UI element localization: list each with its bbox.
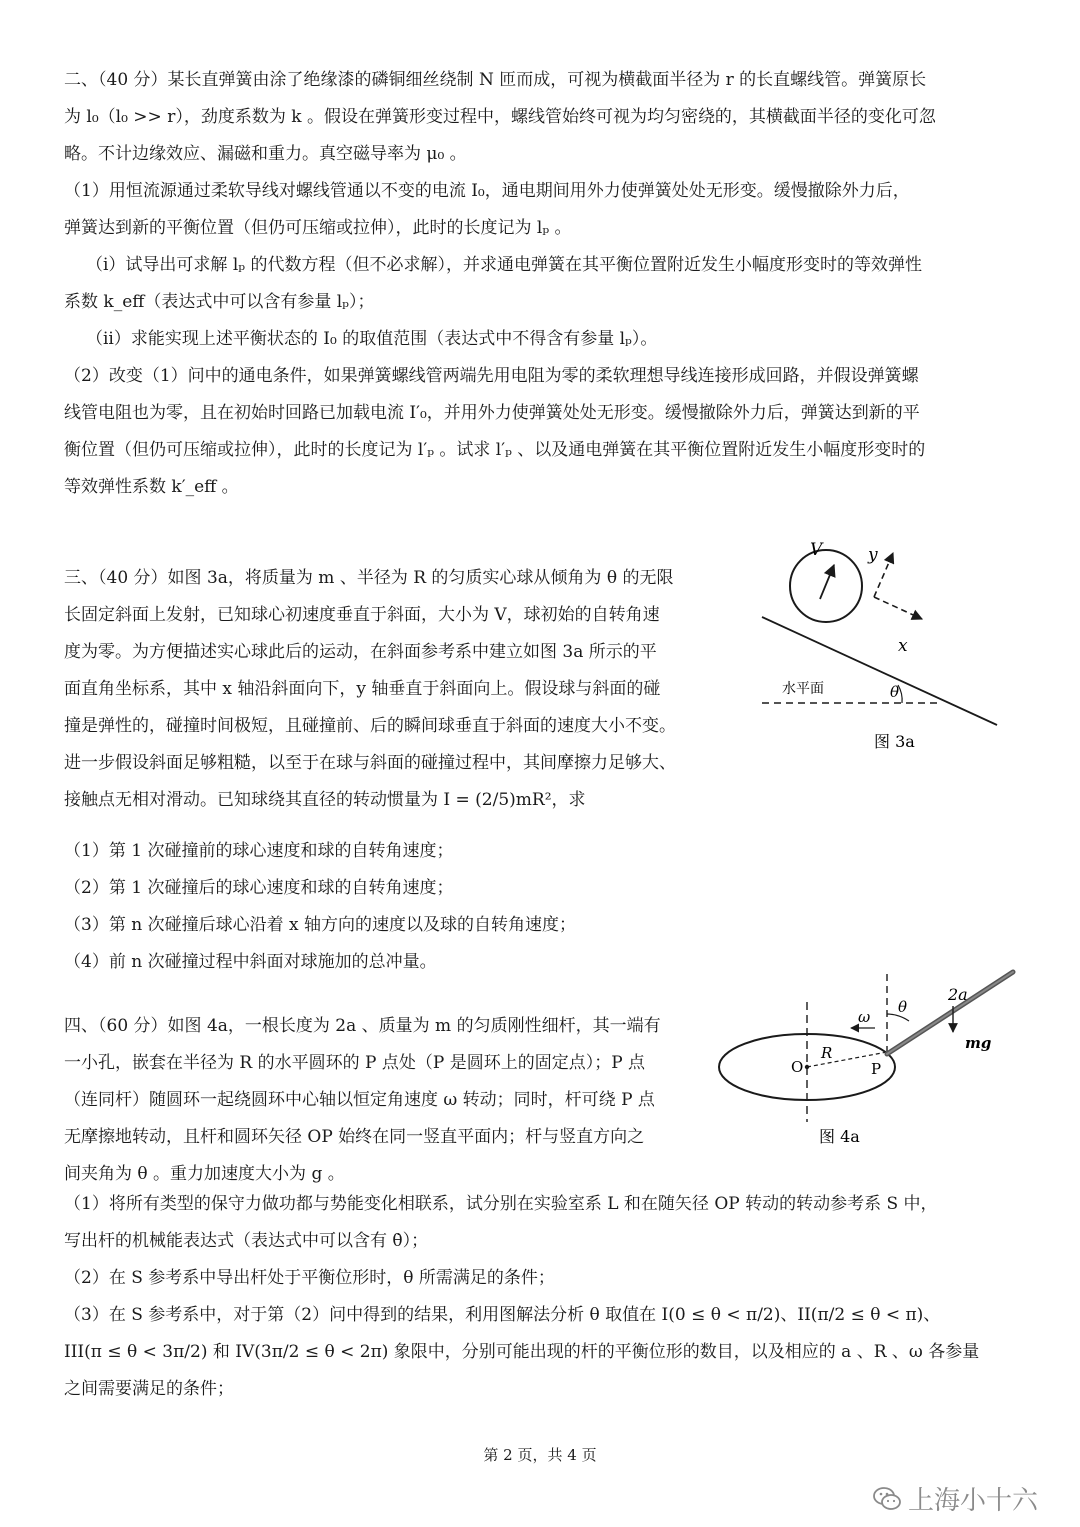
q2-line: 线管电阻也为零，且在初始时回路已加载电流 I′₀，并用外力使弹簧处处无形变。缓慢撤除外力后，弹簧达到新的平 xyxy=(64,403,920,423)
q3-line: 长固定斜面上发射，已知球心初速度垂直于斜面，大小为 V，球初始的自转角速 xyxy=(64,605,660,625)
q2-line: （ii）求能实现上述平衡状态的 I₀ 的取值范围（表达式中不得含有参量 lₚ）。 xyxy=(86,329,658,349)
label-V: V xyxy=(810,540,823,560)
q4-line: 一小孔，嵌套在半径为 R 的水平圆环的 P 点处（P 是圆环上的固定点）；P 点 xyxy=(64,1053,646,1073)
label-P: P xyxy=(871,1060,882,1078)
q4-line: （连同杆）随圆环一起绕圆环中心轴以恒定角速度 ω 转动；同时，杆可绕 P 点 xyxy=(64,1090,655,1110)
q3-item: （3）第 n 次碰撞后球心沿着 x 轴方向的速度以及球的自转角速度； xyxy=(64,915,576,935)
q3-line: 进一步假设斜面足够粗糙，以至于在球与斜面的碰撞过程中，其间摩擦力足够大、 xyxy=(64,753,676,773)
label-horizontal-plane: 水平面 xyxy=(782,681,824,697)
figure-3a xyxy=(752,535,1022,760)
q3-line: 面直角坐标系，其中 x 轴沿斜面向下，y 轴垂直于斜面向上。假设球与斜面的碰 xyxy=(64,679,661,699)
label-y: y xyxy=(868,545,878,565)
q4-item: 写出杆的机械能表达式（表达式中可以含有 θ̇）； xyxy=(64,1231,429,1251)
label-2a: 2a xyxy=(948,985,968,1004)
q2-line: 系数 k_eff（表达式中可以含有参量 lₚ）； xyxy=(64,292,375,312)
label-theta-4a: θ xyxy=(898,998,908,1016)
figure-4a xyxy=(715,962,1025,1152)
q4-line: 四、（60 分）如图 4a，一根长度为 2a 、质量为 m 的匀质刚性细杆，其一端有 xyxy=(64,1016,661,1036)
velocity-arrow xyxy=(820,565,834,599)
center-dot xyxy=(805,1065,809,1069)
q2-line: 等效弹性系数 k′_eff 。 xyxy=(64,477,239,497)
q3-line: 度为零。为方便描述实心球此后的运动，在斜面参考系中建立如图 3a 所示的平 xyxy=(64,642,657,662)
watermark xyxy=(872,1480,1038,1517)
question-4 xyxy=(64,1008,744,1193)
figure-3a-caption: 图 3a xyxy=(874,732,915,751)
incline-line xyxy=(762,617,997,725)
wechat-icon xyxy=(872,1486,902,1512)
question-3-items xyxy=(64,833,1019,981)
q4-item: （1）将所有类型的保守力做功都与势能变化相联系，试分别在实验室系 L 和在随矢径 OP 转动的转动参考系 S 中， xyxy=(64,1194,938,1214)
q2-line: 为 l₀（l₀ >> r），劲度系数为 k 。假设在弹簧形变过程中，螺线管始终可视为均匀密绕的，其横截面半径的变化可忽 xyxy=(64,107,936,127)
q3-line: 接触点无相对滑动。已知球绕其直径的转动惯量为 I = (2/5)mR²，求 xyxy=(64,790,586,810)
label-x: x xyxy=(898,636,908,656)
q4-line: 间夹角为 θ 。重力加速度大小为 g 。 xyxy=(64,1164,345,1184)
x-axis-arrow xyxy=(874,597,922,619)
q3-item: （4）前 n 次碰撞过程中斜面对球施加的总冲量。 xyxy=(64,952,437,972)
page-footer: 第 2 页，共 4 页 xyxy=(483,1446,597,1464)
q3-item: （1）第 1 次碰撞前的球心速度和球的自转角速度； xyxy=(64,841,454,861)
label-O: O xyxy=(791,1058,804,1076)
q4-item: 之间需要满足的条件； xyxy=(64,1379,234,1399)
q3-item: （2）第 1 次碰撞后的球心速度和球的自转角速度； xyxy=(64,878,454,898)
q2-line: （2）改变（1）问中的通电条件，如果弹簧螺线管两端先用电阻为零的柔软理想导线连接形成回路，并假设弹簧螺 xyxy=(64,366,919,386)
figure-4a-caption: 图 4a xyxy=(819,1127,860,1146)
question-2 xyxy=(64,62,1019,506)
q4-item: （2）在 S 参考系中导出杆处于平衡位形时，θ 所需满足的条件； xyxy=(64,1268,555,1288)
q4-item: （3）在 S 参考系中，对于第（2）问中得到的结果，利用图解法分析 θ 取值在 I(0 ≤ θ < π/2)、II(π/2 ≤ θ < π)、 xyxy=(64,1305,941,1325)
q3-line: 三、（40 分）如图 3a，将质量为 m 、半径为 R 的匀质实心球从倾角为 θ 的无限 xyxy=(64,568,674,588)
question-4-items xyxy=(64,1186,1019,1408)
q4-item: III(π ≤ θ < 3π/2) 和 IV(3π/2 ≤ θ < 2π) 象限中，分别可能出现的杆的平衡位形的数目，以及相应的 a 、R 、ω 各参量 xyxy=(64,1342,980,1362)
q2-line: 弹簧达到新的平衡位置（但仍可压缩或拉伸），此时的长度记为 lₚ 。 xyxy=(64,218,572,238)
watermark-text: 上海小十六 xyxy=(908,1486,1039,1516)
q4-line: 无摩擦地转动，且杆和圆环矢径 OP 始终在同一竖直平面内；杆与竖直方向之 xyxy=(64,1127,645,1147)
q2-line: 略。不计边缘效应、漏磁和重力。真空磁导率为 μ₀ 。 xyxy=(64,144,467,164)
q2-line: 衡位置（但仍可压缩或拉伸），此时的长度记为 l′ₚ 。试求 l′ₚ 、以及通电弹簧在其平衡位置附近发生小幅度形变时的 xyxy=(64,440,926,460)
label-theta: θ xyxy=(890,683,900,701)
label-omega: ω xyxy=(858,1008,871,1026)
q2-line: 二、（40 分）某长直弹簧由涂了绝缘漆的磷铜细丝绕制 N 匝而成，可视为横截面半径为 r 的长直螺线管。弹簧原长 xyxy=(64,70,927,90)
question-3 xyxy=(64,560,744,819)
q2-line: （1）用恒流源通过柔软导线对螺线管通以不变的电流 I₀，通电期间用外力使弹簧处处无形变。缓慢撤除外力后， xyxy=(64,181,910,201)
label-mg: mg xyxy=(965,1034,992,1052)
q3-line: 撞是弹性的，碰撞时间极短，且碰撞前、后的瞬间球垂直于斜面的速度大小不变。 xyxy=(64,716,676,736)
label-R: R xyxy=(821,1044,833,1062)
q2-line: （i）试导出可求解 lₚ 的代数方程（但不必求解），并求通电弹簧在其平衡位置附近发生小幅度形变时的等效弹性 xyxy=(86,255,922,275)
